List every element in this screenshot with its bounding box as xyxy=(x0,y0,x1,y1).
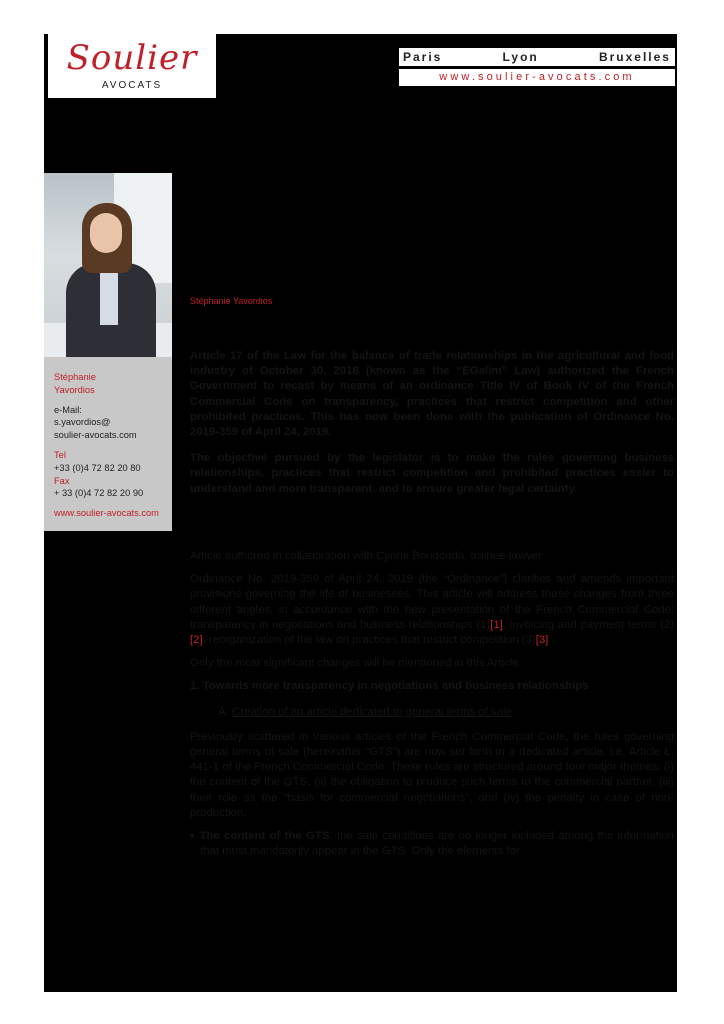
body-paragraph-2: Only the most significant changes will be mentioned in this Article. xyxy=(190,657,522,670)
bullet-icon: ▪ xyxy=(190,830,196,843)
author-photo xyxy=(44,173,172,357)
section-title: Towards more transparency in negotiations and business relationships xyxy=(202,680,589,693)
header-website-link[interactable]: www.soulier-avocats.com xyxy=(399,69,675,86)
p1-text-b: , invoicing and payment terms (2) xyxy=(502,618,674,631)
footnote-ref-1[interactable]: [1] xyxy=(490,618,503,631)
author-contact-card xyxy=(44,357,172,531)
city-paris: Paris xyxy=(403,50,443,64)
city-lyon: Lyon xyxy=(502,50,539,64)
soulier-logo xyxy=(48,34,216,98)
subsection-heading-a xyxy=(218,705,674,720)
email-value-line1[interactable]: s.yavordios@ xyxy=(54,417,111,428)
bullet-text: : the sale conditions are no longer included among the information that must mandatorily appear in the GTS. Only the elements for xyxy=(200,830,675,858)
city-bruxelles: Bruxelles xyxy=(598,50,671,64)
bullet-item xyxy=(190,829,674,859)
subsection-letter: A. xyxy=(218,705,229,718)
office-cities xyxy=(399,48,675,66)
email-value-line2[interactable]: soulier-avocats.com xyxy=(54,430,137,441)
author-name: Stéphanie Yavordios xyxy=(190,296,273,306)
fax-label: Fax xyxy=(54,475,70,486)
p1-text-c: , reorganization of the law on practices that restrict competition (3) xyxy=(202,634,536,647)
contact-name-last: Yavordios xyxy=(54,384,95,395)
subsection-title: Creation of an article dedicated to general terms of sale xyxy=(231,705,512,718)
logo-script-text: Soulier xyxy=(66,38,198,78)
photo-person-face xyxy=(90,213,122,253)
article-body xyxy=(190,549,674,867)
p1-text-a: Ordinance No. 2019-359 of April 24, 2019 (the “Ordinance”) clarifies and amends important provisions governing the life of businesses. This article will address these changes from three different angles, in accordance with the new presentation of the French Commercial Code: transparency in negotiations and business relationships (1) xyxy=(190,573,674,631)
intro-paragraph-2: The objective pursued by the legislator is to make the rules governing business relationships, practices that restrict competition and prohibited practices easier to understand and more transparent, and to ensure greater legal certainty. xyxy=(190,452,674,495)
tel-value: +33 (0)4 72 82 20 80 xyxy=(54,462,141,473)
body-paragraph-1 xyxy=(190,572,674,648)
contact-name-first: Stéphanie xyxy=(54,372,96,382)
intro-paragraph-1: Article 17 of the Law for the balance of trade relationships in the agricultural and food industry of October 30, 2018 (known as the “EGalim” Law) authorized the French Government to recast by means of an ordinance Title IV of Book IV of the French Commercial Code on transparency, practices that restrict competition and other prohibited practices. This has now been done with the publication of Ordinance No. 2019-359 of April 24, 2019. xyxy=(190,350,674,439)
tel-label: Tel xyxy=(54,449,66,460)
fax-value: + 33 (0)4 72 82 20 90 xyxy=(54,488,144,499)
article-introduction xyxy=(190,349,674,508)
email-label: e-Mail: xyxy=(54,404,82,415)
document-page xyxy=(44,34,677,992)
photo-person-shirt xyxy=(100,265,118,325)
logo-subtitle: AVOCATS xyxy=(101,80,163,91)
bullet-bold-lead: The content of the GTS xyxy=(199,830,330,843)
section-heading-1 xyxy=(190,679,674,694)
sidebar-website-link[interactable]: www.soulier-avocats.com xyxy=(54,508,159,519)
footnote-ref-3[interactable]: [3] xyxy=(535,634,549,647)
collaboration-note: Article authored in collaboration with Cyrine Boudouda, trainee-lawyer xyxy=(190,550,543,562)
body-paragraph-3: Previously scattered in various articles of the French Commercial Code, the rules governing general terms of sale (hereinafter “GTS”) are now set forth in a dedicated article, i.e. Article L. 441-1 of the French Commercial Code. These rules are structured around four major themes: (i) the content of the GTS, (ii) the obligation to produce such terms to the commercial partner, (iii) their role as the “basis for commercial negotiations”, and (iv) the penalty in case of non-production. xyxy=(190,730,674,819)
footnote-ref-2[interactable]: [2] xyxy=(190,634,203,647)
p1-text-d: . xyxy=(548,634,552,647)
section-number: 1. xyxy=(190,680,200,693)
